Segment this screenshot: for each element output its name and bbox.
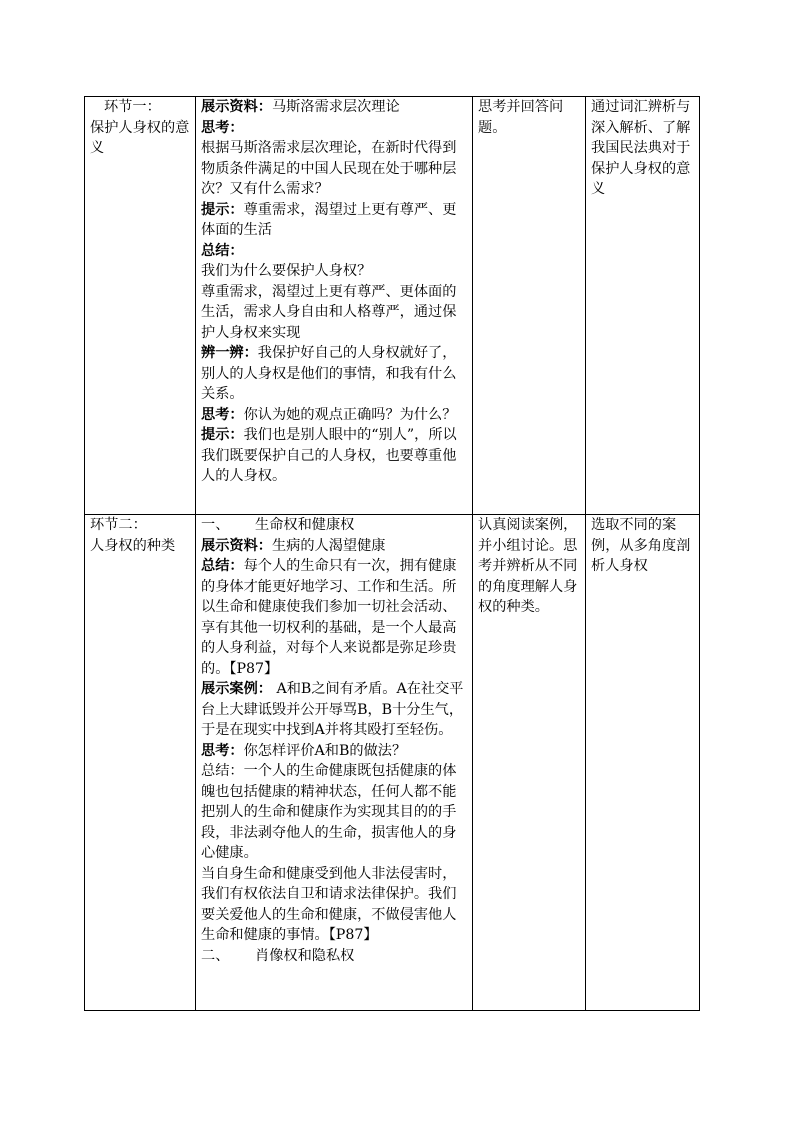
content-cell-1 <box>196 97 473 515</box>
content-line: 思考： <box>201 119 244 136</box>
student-activity-text-2: 认真阅读案例，并小组讨论。思考并辨析从不同的角度理解人身权的种类。 <box>478 517 578 615</box>
content-line: 展示资料：马斯洛需求层次理论 <box>201 99 400 115</box>
content-line: 提示：尊重需求，渴望过上更有尊严、更体面的生活 <box>201 201 457 238</box>
design-intent-cell-2 <box>586 515 700 1011</box>
section-subtitle-2: 人身权的种类 <box>90 537 176 554</box>
content-line: 辨一辨：我保护好自己的人身权就好了，别人的人身权是他们的事情，和我有什么关系。 <box>201 345 457 402</box>
section-cell-1 <box>85 97 196 515</box>
content-line: 根据马斯洛需求层次理论，在新时代得到物质条件满足的中国人民现在处于哪种层次？又有什么需求？ <box>201 140 457 197</box>
content-line: 我们为什么要保护人身权？ <box>201 263 372 279</box>
content-line: 总结：一个人的生命健康既包括健康的体魄也包括健康的精神状态，任何人都不能把别人的生命和健康作为实现其目的的手段，非法剥夺他人的生命，损害他人的身心健康。 <box>201 763 457 861</box>
content-line: 尊重需求，渴望过上更有尊严、更体面的生活，需求人身自由和人格尊严，通过保护人身权来实现 <box>201 283 457 341</box>
content-line: 提示：我们也是别人眼中的“别人”，所以我们既要保护自己的人身权，也要尊重他人的人身权。 <box>201 427 457 484</box>
content-line: 当自身生命和健康受到他人非法侵害时，我们有权依法自卫和请求法律保护。我们要关爱他人的生命和健康，不做侵害他人生命和健康的事情。【P87】 <box>201 865 457 943</box>
content-heading-1: 一、 生命权和健康权 <box>201 517 355 533</box>
section-subtitle-1: 保护人身权的意义 <box>90 119 190 156</box>
section-title-2: 环节二： <box>90 517 147 533</box>
content-line: 总结：每个人的生命只有一次，拥有健康的身体才能更好地学习、工作和生活。所以生命和健康使我们参加一切社会活动、享有其他一切权利的基础，是一个人最高的人身利益，对每个人来说都是弥足珍贵的。【P87】 <box>201 558 457 677</box>
section-cell-2 <box>85 515 196 1011</box>
design-intent-cell-1 <box>586 97 700 515</box>
table-row-2 <box>85 515 700 1011</box>
student-activity-cell-1 <box>473 97 586 515</box>
content-cell-2 <box>196 515 473 1011</box>
design-intent-text-1: 通过词汇辨析与深入解析、了解我国民法典对于保护人身权的意义 <box>591 99 691 197</box>
student-activity-text-1: 思考并回答问题。 <box>478 99 564 136</box>
content-heading-2: 二、 肖像权和隐私权 <box>201 947 355 964</box>
content-line: 思考：你认为她的观点正确吗？为什么？ <box>201 406 457 423</box>
student-activity-cell-2 <box>473 515 586 1011</box>
section-title-1: 环节一： <box>104 99 161 115</box>
content-line: 展示资料：生病的人渴望健康 <box>201 537 386 554</box>
design-intent-text-2: 选取不同的案例，从多角度剖析人身权 <box>591 517 691 574</box>
lesson-plan-table <box>84 96 700 1011</box>
content-line: 总结： <box>201 242 244 259</box>
content-line: 展示案例： A和B之间有矛盾。A在社交平台上大肆诋毁并公开辱骂B，B十分生气，于是在现实中找到A并将其殴打至轻伤。 <box>201 681 464 738</box>
table-row-1 <box>85 97 700 515</box>
content-line: 思考：你怎样评价A和B的做法？ <box>201 742 407 759</box>
